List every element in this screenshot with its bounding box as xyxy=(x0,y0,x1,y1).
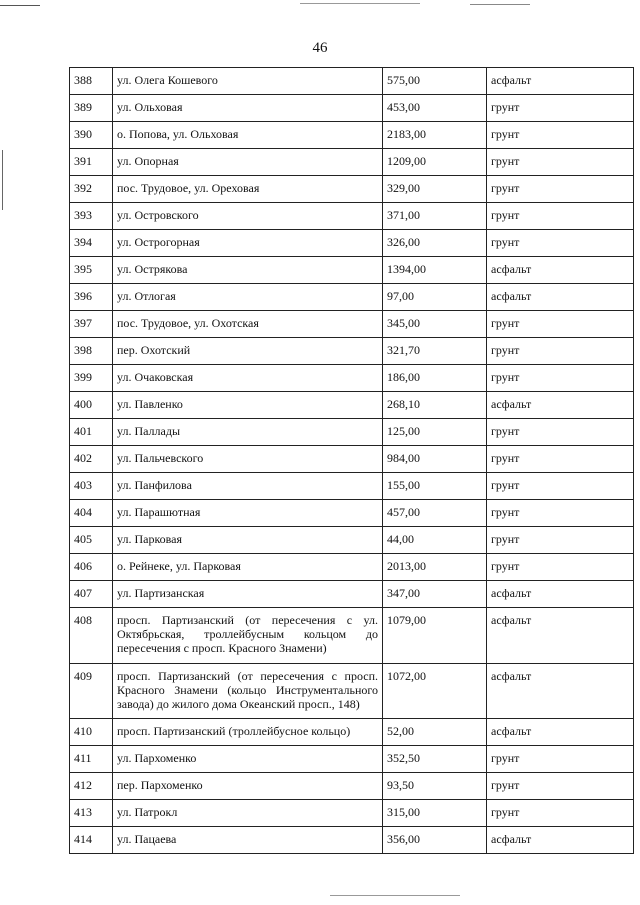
road-length: 1079,00 xyxy=(383,608,487,664)
road-surface: грунт xyxy=(487,122,634,149)
road-length: 575,00 xyxy=(383,68,487,95)
row-number: 412 xyxy=(70,773,113,800)
road-length: 352,50 xyxy=(383,746,487,773)
row-number: 402 xyxy=(70,446,113,473)
row-number: 398 xyxy=(70,338,113,365)
table-row xyxy=(70,284,634,311)
table-row xyxy=(70,827,634,854)
street-name: ул. Панфилова xyxy=(113,473,383,500)
row-number: 388 xyxy=(70,68,113,95)
road-surface: асфальт xyxy=(487,257,634,284)
road-length: 125,00 xyxy=(383,419,487,446)
road-length: 345,00 xyxy=(383,311,487,338)
row-number: 409 xyxy=(70,664,113,719)
table-row xyxy=(70,446,634,473)
scan-artifact-top-right xyxy=(470,4,530,5)
table-row xyxy=(70,719,634,746)
row-number: 397 xyxy=(70,311,113,338)
row-number: 413 xyxy=(70,800,113,827)
table-row xyxy=(70,608,634,664)
road-length: 315,00 xyxy=(383,800,487,827)
street-name: ул. Пархоменко xyxy=(113,746,383,773)
row-number: 414 xyxy=(70,827,113,854)
table-row xyxy=(70,203,634,230)
row-number: 410 xyxy=(70,719,113,746)
road-surface: грунт xyxy=(487,800,634,827)
road-surface: грунт xyxy=(487,527,634,554)
road-surface: грунт xyxy=(487,773,634,800)
road-surface: грунт xyxy=(487,473,634,500)
table-row xyxy=(70,176,634,203)
street-name: ул. Пацаева xyxy=(113,827,383,854)
table-row xyxy=(70,800,634,827)
street-name: просп. Партизанский (троллейбусное кольцо) xyxy=(113,719,383,746)
row-number: 394 xyxy=(70,230,113,257)
road-surface: грунт xyxy=(487,149,634,176)
row-number: 393 xyxy=(70,203,113,230)
table-row xyxy=(70,95,634,122)
table-row xyxy=(70,230,634,257)
row-number: 399 xyxy=(70,365,113,392)
roads-table-body xyxy=(70,68,634,854)
table-row xyxy=(70,149,634,176)
row-number: 406 xyxy=(70,554,113,581)
street-name: ул. Опорная xyxy=(113,149,383,176)
row-number: 400 xyxy=(70,392,113,419)
table-row xyxy=(70,664,634,719)
road-surface: асфальт xyxy=(487,284,634,311)
road-length: 457,00 xyxy=(383,500,487,527)
road-length: 321,70 xyxy=(383,338,487,365)
road-surface: грунт xyxy=(487,95,634,122)
table-row xyxy=(70,392,634,419)
row-number: 390 xyxy=(70,122,113,149)
road-surface: асфальт xyxy=(487,68,634,95)
street-name: ул. Партизанская xyxy=(113,581,383,608)
road-length: 268,10 xyxy=(383,392,487,419)
roads-table xyxy=(69,67,634,854)
road-surface: грунт xyxy=(487,230,634,257)
street-name: пос. Трудовое, ул. Охотская xyxy=(113,311,383,338)
street-name: пер. Охотский xyxy=(113,338,383,365)
road-length: 1072,00 xyxy=(383,664,487,719)
street-name: ул. Парашютная xyxy=(113,500,383,527)
road-length: 2183,00 xyxy=(383,122,487,149)
road-surface: асфальт xyxy=(487,581,634,608)
street-name: ул. Павленко xyxy=(113,392,383,419)
scan-artifact-top-mid xyxy=(300,3,420,4)
road-length: 2013,00 xyxy=(383,554,487,581)
road-surface: грунт xyxy=(487,365,634,392)
road-length: 1394,00 xyxy=(383,257,487,284)
street-name: пер. Пархоменко xyxy=(113,773,383,800)
road-length: 329,00 xyxy=(383,176,487,203)
row-number: 404 xyxy=(70,500,113,527)
table-row xyxy=(70,554,634,581)
street-name: о. Попова, ул. Ольховая xyxy=(113,122,383,149)
row-number: 392 xyxy=(70,176,113,203)
row-number: 401 xyxy=(70,419,113,446)
road-length: 52,00 xyxy=(383,719,487,746)
road-surface: грунт xyxy=(487,203,634,230)
street-name: ул. Отлогая xyxy=(113,284,383,311)
table-row xyxy=(70,311,634,338)
road-length: 356,00 xyxy=(383,827,487,854)
road-length: 984,00 xyxy=(383,446,487,473)
road-length: 347,00 xyxy=(383,581,487,608)
street-name: ул. Островского xyxy=(113,203,383,230)
row-number: 391 xyxy=(70,149,113,176)
street-name: пос. Трудовое, ул. Ореховая xyxy=(113,176,383,203)
table-row xyxy=(70,473,634,500)
road-length: 44,00 xyxy=(383,527,487,554)
table-row xyxy=(70,773,634,800)
table-row xyxy=(70,746,634,773)
road-surface: грунт xyxy=(487,554,634,581)
road-surface: грунт xyxy=(487,338,634,365)
road-length: 97,00 xyxy=(383,284,487,311)
street-name: просп. Партизанский (от пересечения с просп. Красного Знамени (кольцо Инструментального завода) до жилого дома Океанский просп., 148) xyxy=(113,664,383,719)
street-name: ул. Парковая xyxy=(113,527,383,554)
table-row xyxy=(70,257,634,284)
street-name: ул. Ольховая xyxy=(113,95,383,122)
table-row xyxy=(70,365,634,392)
street-name: ул. Олега Кошевого xyxy=(113,68,383,95)
page-number: 46 xyxy=(312,40,328,56)
row-number: 403 xyxy=(70,473,113,500)
row-number: 396 xyxy=(70,284,113,311)
row-number: 407 xyxy=(70,581,113,608)
row-number: 408 xyxy=(70,608,113,664)
row-number: 389 xyxy=(70,95,113,122)
road-surface: грунт xyxy=(487,746,634,773)
street-name: ул. Пальчевского xyxy=(113,446,383,473)
street-name: просп. Партизанский (от пересечения с ул. Октябрьская, троллейбусным кольцом до пересечения с просп. Красного Знамени) xyxy=(113,608,383,664)
road-surface: асфальт xyxy=(487,827,634,854)
table-row xyxy=(70,338,634,365)
table-row xyxy=(70,581,634,608)
road-surface: грунт xyxy=(487,419,634,446)
row-number: 395 xyxy=(70,257,113,284)
road-length: 326,00 xyxy=(383,230,487,257)
table-row xyxy=(70,68,634,95)
row-number: 411 xyxy=(70,746,113,773)
road-surface: грунт xyxy=(487,176,634,203)
scan-artifact-left-edge xyxy=(2,150,3,210)
street-name: ул. Острогорная xyxy=(113,230,383,257)
road-length: 186,00 xyxy=(383,365,487,392)
road-surface: асфальт xyxy=(487,392,634,419)
street-name: ул. Очаковская xyxy=(113,365,383,392)
street-name: о. Рейнеке, ул. Парковая xyxy=(113,554,383,581)
road-surface: грунт xyxy=(487,500,634,527)
road-length: 453,00 xyxy=(383,95,487,122)
scan-artifact-bottom xyxy=(330,895,460,896)
street-name: ул. Патрокл xyxy=(113,800,383,827)
road-length: 371,00 xyxy=(383,203,487,230)
street-name: ул. Острякова xyxy=(113,257,383,284)
table-row xyxy=(70,500,634,527)
road-length: 155,00 xyxy=(383,473,487,500)
road-surface: асфальт xyxy=(487,608,634,664)
table-row xyxy=(70,527,634,554)
row-number: 405 xyxy=(70,527,113,554)
scan-artifact-top-left xyxy=(0,5,40,6)
road-surface: грунт xyxy=(487,446,634,473)
street-name: ул. Паллады xyxy=(113,419,383,446)
road-surface: асфальт xyxy=(487,664,634,719)
table-row xyxy=(70,122,634,149)
road-length: 1209,00 xyxy=(383,149,487,176)
road-surface: асфальт xyxy=(487,719,634,746)
road-length: 93,50 xyxy=(383,773,487,800)
road-surface: грунт xyxy=(487,311,634,338)
table-row xyxy=(70,419,634,446)
